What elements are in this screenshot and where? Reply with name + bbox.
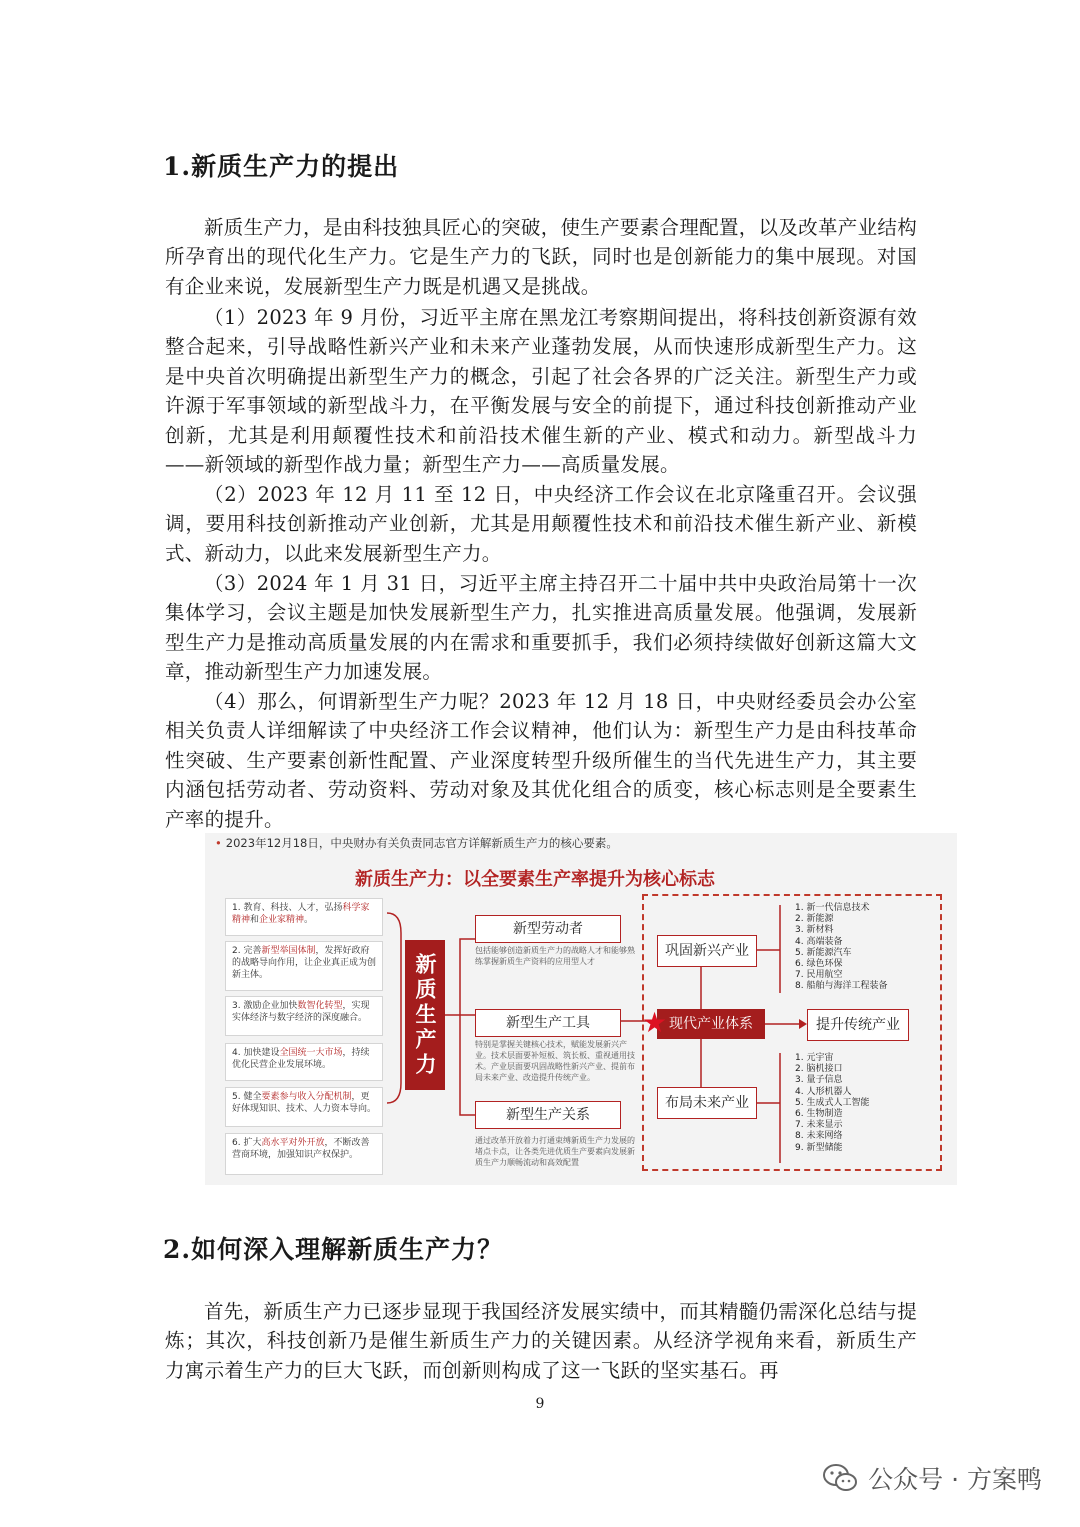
left-item-6: 6. 扩大高水平对外开放，不断改善营商环境，加强知识产权保护。 (225, 1133, 383, 1175)
modern-industry-box: 现代产业体系 (657, 1009, 765, 1039)
list-item: 1. 元宇宙 (795, 1053, 834, 1063)
list-item: 7. 民用航空 (795, 970, 843, 981)
center-label: 新质生产力 (405, 940, 445, 1090)
list-item: 2. 脑机接口 (795, 1064, 843, 1075)
list-item: 4. 高端装备 (795, 936, 843, 947)
paragraph-point-3: （3）2024 年 1 月 31 日，习近平主席主持召开二十届中共中央政治局第十一次集体学习，会议主题是加快发展新型生产力，扎实推进高质量发展。他强调，发展新型生产力是推动高质量发展的内在需求和重要抓手，我们必须持续做好创新这篇大文章，推动新型生产力加速发展。 (165, 572, 917, 684)
watermark-text: 公众号 · 方案鸭 (868, 1465, 1042, 1494)
wechat-watermark (822, 1460, 1042, 1496)
core-elements-figure (205, 833, 957, 1185)
left-item-1: 1. 教育、科技、人才，弘扬科学家精神和企业家精神。 (225, 898, 383, 936)
left-item-2: 2. 完善新型举国体制，发挥好政府的战略导向作用，让企业真正成为创新主体。 (225, 941, 383, 991)
left-item-3: 3. 激励企业加快数智化转型，实现实体经济与数字经济的深度融合。 (225, 996, 383, 1036)
wechat-icon (822, 1463, 858, 1493)
mid-box-tools: 新型生产工具 (475, 1009, 621, 1037)
list-item: 6. 生物制造 (795, 1109, 843, 1120)
list-item: 9. 新型储能 (795, 1142, 843, 1153)
mid-desc-labor: 包括能够创造新质生产力的战略人才和能够熟练掌握新质生产资料的应用型人才 (475, 946, 635, 966)
list-item: 7. 未来显示 (795, 1120, 843, 1131)
paragraph-section-2: 首先，新质生产力已逐步显现于我国经济发展实绩中，而其精髓仍需深化总结与提炼；其次，科技创新乃是催生新质生产力的关键因素。从经济学视角来看，新质生产力寓示着生产力的巨大飞跃，而创新则构成了这一飞跃的坚实基石。再 (165, 1300, 917, 1382)
section-1-heading: 1.新质生产力的提出 (163, 152, 400, 181)
consolidate-emerging-box: 巩固新兴产业 (657, 935, 757, 967)
emerging-industry-list (795, 903, 887, 993)
list-item: 3. 新材料 (795, 925, 834, 936)
future-industry-list (795, 1053, 869, 1154)
list-item: 3. 量子信息 (795, 1075, 843, 1086)
list-item: 2. 新能源 (795, 914, 834, 925)
mid-desc-tools: 特别是掌握关键核心技术，赋能发展新兴产业。技术层面要补短板、筑长板、重视通用技术。产业层面要巩固战略性新兴产业、提前布局未来产业、改造提升传统产业。 (475, 1040, 635, 1082)
section-2-heading: 2.如何深入理解新质生产力？ (163, 1235, 504, 1264)
future-industry-box: 布局未来产业 (657, 1087, 757, 1119)
list-item: 5. 新能源汽车 (795, 947, 852, 958)
mid-box-relations: 新型生产关系 (475, 1101, 621, 1129)
list-item: 1. 新一代信息技术 (795, 903, 870, 913)
left-item-5: 5. 健全要素参与收入分配机制，更好体现知识、技术、人力资本导向。 (225, 1087, 383, 1127)
list-item: 8. 船舶与海洋工程装备 (795, 981, 888, 992)
figure-caption: • 2023年12月18日，中央财办有关负责同志官方详解新质生产力的核心要素。 (215, 836, 618, 850)
figure-title: 新质生产力：以全要素生产率提升为核心标志 (355, 869, 715, 890)
mid-box-labor: 新型劳动者 (475, 915, 621, 943)
paragraph-point-4: （4）那么，何谓新型生产力呢？2023 年 12 月 18 日，中央财经委员会办公室相关负责人详细解读了中央经济工作会议精神，他们认为：新型生产力是由科技革命性突破、生产要素创新性配置、产业深度转型升级所催生的当代先进生产力，其主要内涵包括劳动者、劳动资料、劳动对象及其优化组合的质变，核心标志则是全要素生产率的提升。 (165, 690, 917, 831)
paragraph-point-2: （2）2023 年 12 月 11 至 12 日，中央经济工作会议在北京隆重召开。会议强调，要用科技创新推动产业创新，尤其是用颠覆性技术和前沿技术催生新产业、新模式、新动力，以此来发展新型生产力。 (165, 483, 917, 565)
left-item-4: 4. 加快建设全国统一大市场，持续优化民营企业发展环境。 (225, 1043, 383, 1081)
page-number: 9 (535, 1396, 545, 1412)
upgrade-traditional-box: 提升传统产业 (807, 1009, 909, 1041)
list-item: 8. 未来网络 (795, 1131, 843, 1142)
list-item: 4. 人形机器人 (795, 1086, 852, 1097)
list-item: 6. 绿色环保 (795, 959, 843, 970)
paragraph-point-1: （1）2023 年 9 月份，习近平主席在黑龙江考察期间提出，将科技创新资源有效整合起来，引导战略性新兴产业和未来产业蓬勃发展，从而快速形成新型生产力。这是中央首次明确提出新型生产力的概念，引起了社会各界的广泛关注。新型生产力或许源于军事领域的新型战斗力，在平衡发展与安全的前提下，通过科技创新推动产业创新，尤其是利用颠覆性技术和前沿技术催生新的产业、模式和动力。新型战斗力——新领域的新型作战力量；新型生产力——高质量发展。 (165, 306, 917, 477)
star-icon: ★ (642, 1006, 668, 1039)
paragraph-intro: 新质生产力，是由科技独具匠心的突破，使生产要素合理配置，以及改革产业结构所孕育出的现代化生产力。它是生产力的飞跃，同时也是创新能力的集中展现。对国有企业来说，发展新型生产力既是机遇又是挑战。 (165, 216, 917, 298)
mid-desc-relations: 通过改革开放着力打通束缚新质生产力发展的堵点卡点，让各类先进优质生产要素向发展新质生产力顺畅流动和高效配置 (475, 1136, 635, 1167)
list-item: 5. 生成式人工智能 (795, 1097, 870, 1108)
